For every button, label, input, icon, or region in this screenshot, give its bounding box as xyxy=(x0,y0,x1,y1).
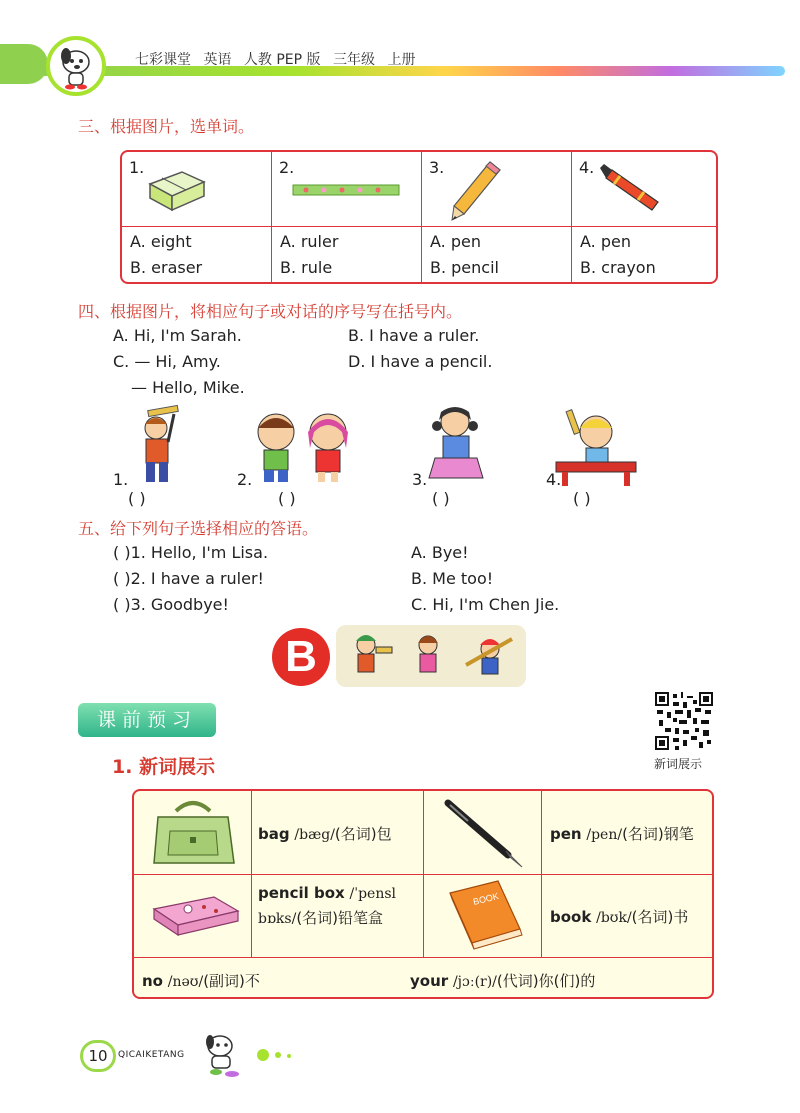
option-b-text: B. I have a ruler. xyxy=(348,326,480,345)
header-brand: 七彩课堂 xyxy=(135,52,191,68)
word-choice-table xyxy=(120,150,718,284)
kids-playing-icon xyxy=(336,625,526,687)
qr-label: 新词展示 xyxy=(654,757,703,771)
vocab-pen: pen /pen/(名词)钢笔 xyxy=(550,825,694,843)
option-d-text: D. I have a pencil. xyxy=(348,352,493,371)
answer-b: B. Me too! xyxy=(411,569,494,588)
header-subject: 英语 xyxy=(203,52,232,68)
girl-illustration xyxy=(425,402,491,486)
section4-title: 四、根据图片，将相应句子或对话的序号写在括号内。 xyxy=(78,302,463,321)
answer-paren-1[interactable]: ( ) xyxy=(128,489,146,508)
qr-code-icon[interactable] xyxy=(655,692,713,750)
footer-mascot-icon xyxy=(196,1030,252,1082)
part-b-badge: B xyxy=(272,628,330,686)
choice-cell-3 xyxy=(422,152,572,282)
option-a: A. eight xyxy=(130,232,192,251)
question-3[interactable]: ( )3. Goodbye! xyxy=(113,595,229,614)
mascot-icon xyxy=(50,40,102,92)
footer-dot-small xyxy=(287,1054,291,1058)
vocab-no: no /nəʊ/(副词)不 xyxy=(142,972,260,990)
choice-num: 1. xyxy=(129,158,145,177)
answer-paren-2[interactable]: ( ) xyxy=(278,489,296,508)
footer-dot-medium xyxy=(275,1052,281,1058)
option-c-reply: — Hello, Mike. xyxy=(131,378,245,397)
option-a-text: A. Hi, I'm Sarah. xyxy=(113,326,242,345)
header-volume: 上册 xyxy=(387,52,416,68)
section5-title: 五、给下列句子选择相应的答语。 xyxy=(78,519,319,538)
choice-cell-1 xyxy=(122,152,272,282)
boy-ruler-illustration xyxy=(130,404,190,488)
vocab-bag: bag /bæg/(名词)包 xyxy=(258,825,392,843)
new-words-title: 1. 新词展示 xyxy=(112,756,216,778)
option-a: A. pen xyxy=(430,232,481,251)
header-title xyxy=(135,49,423,69)
mascot-badge xyxy=(46,36,106,96)
pencil-box-icon xyxy=(144,887,244,943)
vocab-book: book /bʊk/(名词)书 xyxy=(550,908,689,926)
header-edition: 人教 PEP 版 xyxy=(243,52,321,68)
choice-num: 2. xyxy=(279,158,295,177)
option-b: B. crayon xyxy=(580,258,656,277)
pen-icon xyxy=(438,797,528,869)
vocabulary-table xyxy=(132,789,714,999)
answer-c: C. Hi, I'm Chen Jie. xyxy=(411,595,560,614)
pencil-icon xyxy=(446,158,506,224)
picture-num-3: 3. xyxy=(412,470,428,489)
choice-cell-2 xyxy=(272,152,422,282)
answer-paren-4[interactable]: ( ) xyxy=(573,489,591,508)
answer-paren-3[interactable]: ( ) xyxy=(432,489,450,508)
option-b: B. rule xyxy=(280,258,333,277)
header-tab xyxy=(0,44,48,84)
option-c-text: C. — Hi, Amy. xyxy=(113,352,221,371)
header-grade: 三年级 xyxy=(333,52,375,68)
table-divider xyxy=(122,226,716,227)
crayon-icon xyxy=(598,160,664,212)
section3-title: 三、根据图片，选单词。 xyxy=(78,117,255,136)
choice-cell-4 xyxy=(572,152,718,282)
footer-brand: QICAIKETANG xyxy=(118,1050,185,1060)
boy-pencil-desk-illustration xyxy=(552,406,640,488)
option-b: B. pencil xyxy=(430,258,499,277)
answer-a: A. Bye! xyxy=(411,543,469,562)
picture-num-2: 2. xyxy=(237,470,253,489)
part-b-banner xyxy=(336,625,526,687)
eraser-icon xyxy=(142,164,212,212)
choice-num: 3. xyxy=(429,158,445,177)
preview-banner: 课前预习 xyxy=(78,703,216,737)
option-a: A. pen xyxy=(580,232,631,251)
boy-girl-greeting-illustration xyxy=(246,408,358,484)
book-cover-text: BOOK xyxy=(472,890,500,907)
page-number: 10 xyxy=(80,1040,116,1072)
bag-icon xyxy=(148,797,238,869)
picture-num-4: 4. xyxy=(546,470,562,489)
picture-num-1: 1. xyxy=(113,470,129,489)
ruler-icon xyxy=(292,182,400,198)
choice-num: 4. xyxy=(579,158,595,177)
footer-dot-large xyxy=(257,1049,269,1061)
question-2[interactable]: ( )2. I have a ruler! xyxy=(113,569,264,588)
question-1[interactable]: ( )1. Hello, I'm Lisa. xyxy=(113,543,269,562)
vocab-your: your /jɔː(r)/(代词)你(们)的 xyxy=(410,972,596,990)
option-b: B. eraser xyxy=(130,258,203,277)
option-a: A. ruler xyxy=(280,232,339,251)
vocab-pencil-box: pencil box /ˈpensl bɒks/(名词)铅笔盒 xyxy=(258,884,396,927)
book-icon xyxy=(444,877,526,953)
